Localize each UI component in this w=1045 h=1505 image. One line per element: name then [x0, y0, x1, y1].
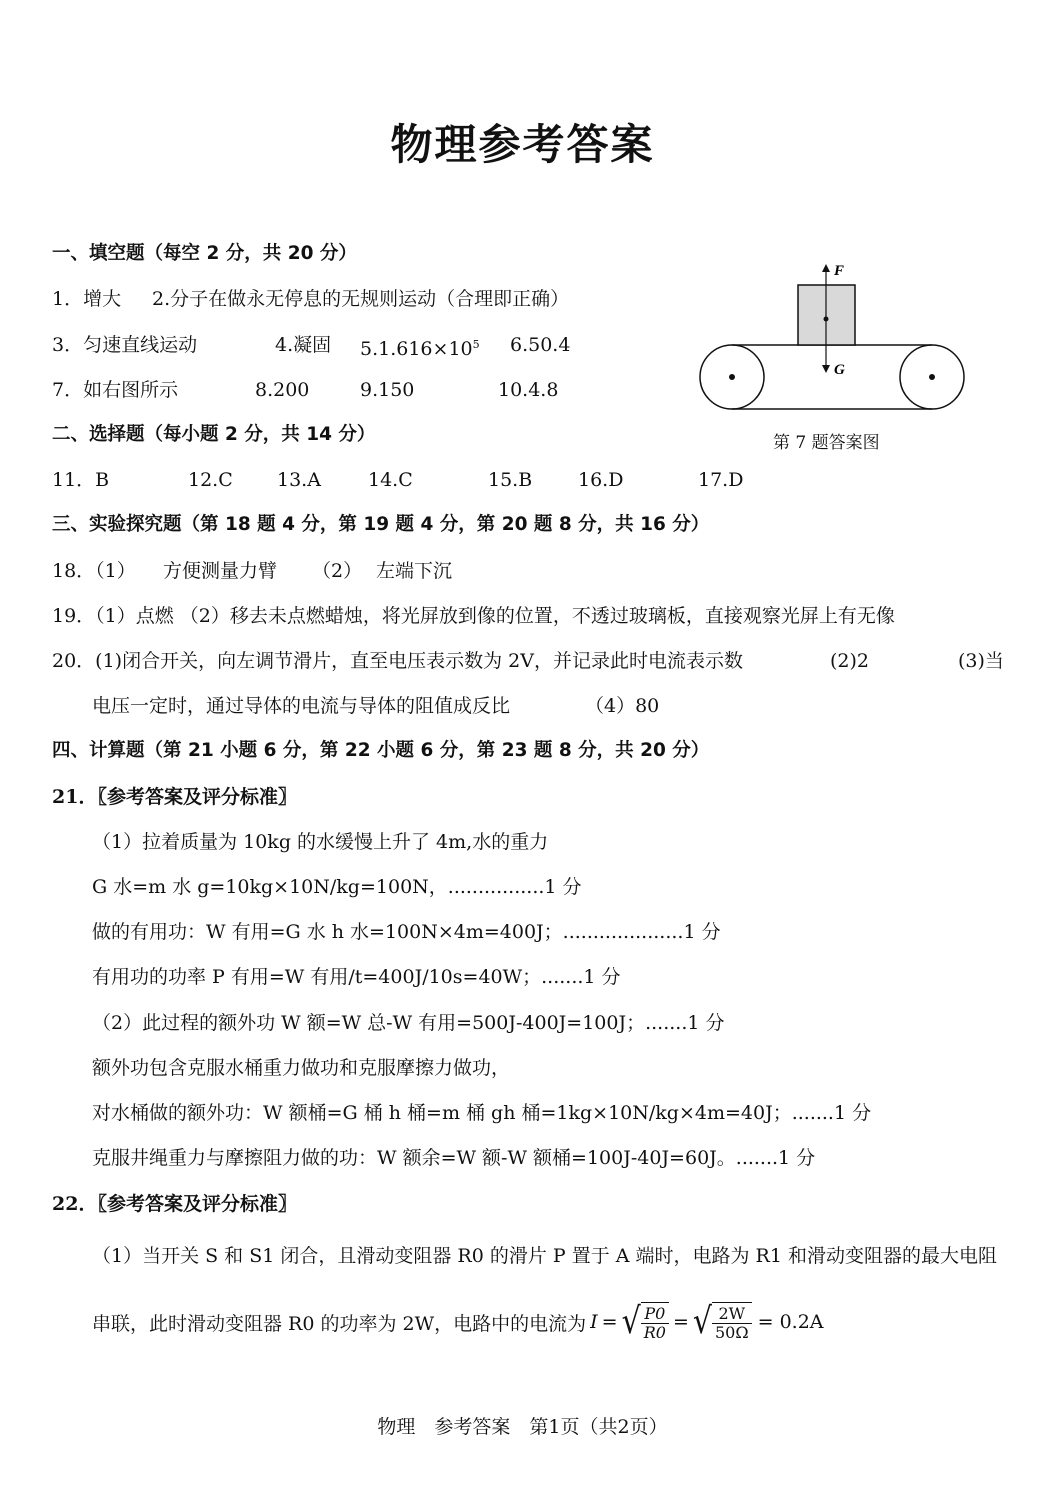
page-footer: 物理 参考答案 第1页（共2页） — [377, 1416, 668, 1438]
answer-19: 19．（1）点燃 （2）移去未点燃蜡烛，将光屏放到像的位置，不透过玻璃板，直接观察光屏上有无像 — [52, 605, 895, 627]
q22-sqrt-2: √ $\frac{2W}{50\Omega}$ — [693, 1302, 752, 1342]
q22-label: 22．〖参考答案及评分标准〗 — [52, 1193, 297, 1215]
label-f: F — [834, 263, 845, 279]
answer-18-label: 18．（1） — [52, 560, 136, 582]
q22-frac2-den: 50Ω — [714, 1323, 749, 1342]
label-g: G — [834, 362, 845, 378]
answer-8: 8.200 — [255, 379, 310, 401]
section-4-heading: 四、计算题（第 21 小题 6 分，第 22 小题 6 分，第 23 题 8 分，共 20 分） — [52, 740, 710, 761]
q21-line-4: 有用功的功率 P 有用=W 有用/t=400J/10s=40W；.......1 分 — [92, 966, 621, 988]
answer-20-part-3-start: (3)当 — [958, 650, 1004, 672]
q22-sqrt-1: √ $\frac{P0}{R0}$ — [622, 1302, 669, 1342]
q22-frac2-num: 2W — [712, 1305, 752, 1324]
answer-10: 10.4.8 — [498, 379, 559, 401]
q22-frac1-num: P0 — [641, 1305, 669, 1324]
force-f-arrowhead — [822, 264, 830, 272]
page-title: 物理参考答案 — [390, 120, 655, 169]
q21-line-3: 做的有用功：W 有用=G 水 h 水=100N×4m=400J；....................1 分 — [92, 921, 721, 943]
q21-line-8: 克服井绳重力与摩擦阻力做的功：W 额余=W 额-W 额桶=100J-40J=60J。.......1 分 — [92, 1147, 816, 1169]
q21-line-6: 额外功包含克服水桶重力做功和克服摩擦力做功， — [92, 1057, 511, 1079]
q21-line-1: （1）拉着质量为 10kg 的水缓慢上升了 4m,水的重力 — [92, 831, 549, 853]
q22-line-2 — [92, 1302, 824, 1342]
answer-18-part-2: 左端下沉 — [376, 560, 453, 582]
q21-label: 21．〖参考答案及评分标准〗 — [52, 786, 297, 808]
section-1-heading: 一、填空题（每空 2 分，共 20 分） — [52, 243, 357, 264]
conveyor-figure — [695, 258, 975, 423]
section-2-heading: 二、选择题（每小题 2 分，共 14 分） — [52, 424, 376, 445]
answer-1: 1．增大 — [52, 288, 122, 310]
answer-5: $5.1.616\times 10^5$ — [360, 338, 480, 360]
force-g-arrowhead — [822, 365, 830, 373]
q22-frac1-den: R0 — [643, 1323, 666, 1342]
q21-line-7: 对水桶做的额外功：W 额桶=G 桶 h 桶=m 桶 gh 桶=1kg×10N/kg×4m=40J；.......1 分 — [92, 1102, 872, 1124]
q22-result: = 0.2A — [757, 1311, 824, 1333]
answer-4: 4.凝固 — [275, 334, 332, 356]
answer-18-part-1: 方便测量力臂 — [163, 560, 278, 582]
answer-12: 12.C — [188, 469, 233, 491]
answer-2: 2.分子在做永无停息的无规则运动（合理即正确） — [152, 288, 570, 310]
answer-14: 14.C — [368, 469, 413, 491]
answer-20-part-2: (2)2 — [830, 650, 870, 672]
answer-3: 3．匀速直线运动 — [52, 334, 198, 356]
answer-7: 7．如右图所示 — [52, 379, 179, 401]
answer-20-part-3: 电压一定时，通过导体的电流与导体的阻值成反比 — [92, 695, 511, 717]
answer-6: 6.50.4 — [510, 334, 571, 356]
answer-17: 17.D — [698, 469, 744, 491]
answer-13: 13.A — [277, 469, 321, 491]
q22-eq-equals-1: = — [601, 1311, 618, 1333]
q22-line-2-text: 串联，此时滑动变阻器 R0 的功率为 2W，电路中的电流为 — [92, 1312, 587, 1335]
q22-eq-equals-2: = — [672, 1311, 689, 1333]
q21-line-5: （2）此过程的额外功 W 额=W 总-W 有用=500J-400J=100J；.......1 分 — [92, 1012, 725, 1034]
answer-20-part-4: （4）80 — [585, 695, 660, 717]
right-wheel-axle — [929, 374, 935, 380]
answer-9: 9.150 — [360, 379, 415, 401]
left-wheel-axle — [729, 374, 735, 380]
answer-11: 11．B — [52, 469, 110, 491]
answer-20-part-1: 20．(1)闭合开关，向左调节滑片，直至电压表示数为 2V，并记录此时电流表示数 — [52, 650, 743, 672]
figure-caption: 第 7 题答案图 — [773, 433, 880, 453]
q22-line-1: （1）当开关 S 和 S1 闭合，且滑动变阻器 R0 的滑片 P 置于 A 端时，电路为 R1 和滑动变阻器的最大电阻 — [92, 1245, 997, 1267]
answer-16: 16.D — [578, 469, 624, 491]
section-3-heading: 三、实验探究题（第 18 题 4 分，第 19 题 4 分，第 20 题 8 分，共 16 分） — [52, 514, 710, 535]
answer-18-part-2-label: （2） — [312, 560, 363, 582]
answer-15: 15.B — [488, 469, 533, 491]
q21-line-2: G 水=m 水 g=10kg×10N/kg=100N，................1 分 — [92, 876, 582, 898]
q22-eq-i: I — [590, 1311, 598, 1333]
